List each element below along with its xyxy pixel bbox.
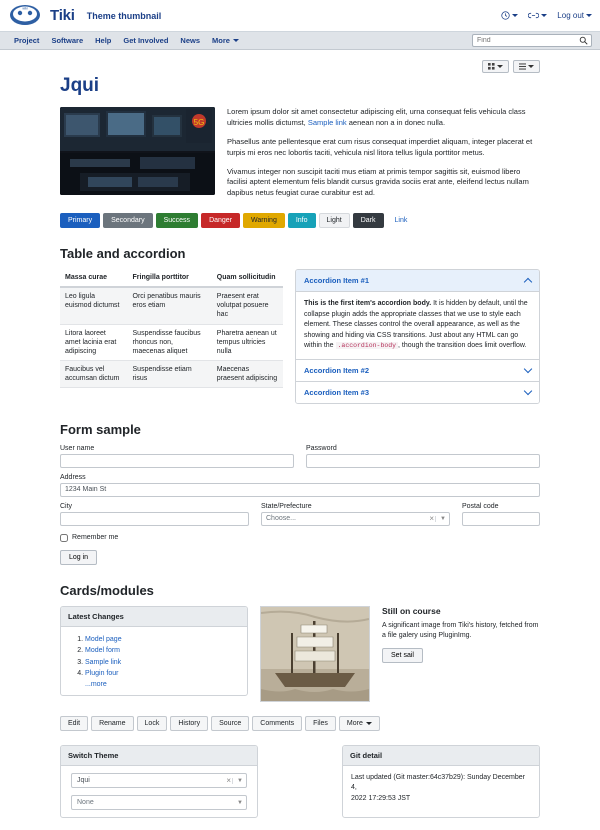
address-label: Address	[60, 473, 86, 481]
rename-button[interactable]: Rename	[91, 716, 133, 731]
form-row-credentials	[60, 445, 540, 468]
link-model-page[interactable]: Model page	[85, 635, 122, 643]
accordion-header-1[interactable]	[296, 270, 539, 292]
button-danger[interactable]: Danger	[201, 213, 240, 228]
git-line-1: Last updated (Git master:64c37b29): Sunday December 4,	[351, 773, 525, 792]
accordion-title: Accordion Item #3	[304, 387, 370, 397]
cell: Litora laoreet amet lacinia erat adipiscing	[60, 324, 128, 360]
accordion-title: Accordion Item #2	[304, 365, 370, 375]
section-heading-table: Table and accordion	[60, 246, 186, 262]
grid-view-button[interactable]	[482, 60, 509, 73]
chevron-down-icon	[541, 14, 547, 17]
username-label: User name	[60, 444, 95, 452]
search-box	[472, 34, 592, 47]
svg-text:wiki: wiki	[22, 6, 28, 10]
sample-link[interactable]: Sample link	[307, 117, 347, 127]
cell: Praesent erat volutpat posuere hac	[212, 287, 283, 324]
address-group	[60, 474, 540, 497]
table-row	[60, 360, 283, 387]
chevron-down-icon	[586, 14, 592, 17]
edit-button[interactable]: Edit	[60, 716, 88, 731]
city-input[interactable]	[60, 512, 249, 526]
accordion-body-strong: This is the first item's accordion body.	[304, 300, 432, 308]
cell: Pharetra aenean ut tempus ultricies nulla	[212, 324, 283, 360]
history-button[interactable]: History	[170, 716, 208, 731]
chevron-down-icon[interactable]: ▼	[435, 516, 446, 522]
brand-name[interactable]: Tiki	[50, 7, 75, 24]
latest-changes-body	[61, 627, 247, 695]
remember-me-checkbox[interactable]	[60, 534, 68, 542]
menu-label: Get Involved	[123, 36, 169, 45]
search-icon[interactable]	[579, 36, 588, 47]
files-button[interactable]: Files	[305, 716, 336, 731]
switch-theme-card	[60, 745, 258, 818]
table-row	[60, 324, 283, 360]
remember-me-row	[60, 534, 540, 542]
sample-table	[60, 269, 283, 388]
button-link[interactable]: Link	[394, 217, 408, 225]
button-dark[interactable]: Dark	[353, 213, 384, 228]
cell: Faucibus vel accumsan dictum	[60, 360, 128, 387]
hero-p1-a: Lorem ipsum dolor sit amet consectetur adipiscing elit, urna consequat felis vehicula class ultricies mollis dictumst,	[227, 107, 526, 127]
accordion-body-a: It is hidden by default, until the collapse plugin adds the appropriate classes that we use to style each element. These classes control the overall appearance, as well as the showing and hiding via CSS transitions. Just about any HTML can go within the	[304, 300, 528, 350]
link-model-form[interactable]: Model form	[85, 647, 121, 655]
button-primary[interactable]: Primary	[60, 213, 100, 228]
login-button[interactable]: Log in	[60, 550, 97, 565]
chevron-down-icon	[497, 65, 503, 68]
course-title: Still on course	[382, 605, 441, 616]
chevron-up-icon	[524, 277, 532, 285]
section-heading-cards: Cards/modules	[60, 582, 154, 598]
cards-row	[60, 606, 540, 702]
accordion-header-2[interactable]	[296, 360, 539, 382]
set-sail-button[interactable]: Set sail	[382, 648, 423, 663]
option-select-wrap	[71, 795, 247, 810]
hero-paragraph-1	[227, 107, 540, 129]
button-secondary[interactable]: Secondary	[103, 213, 152, 228]
course-image	[260, 606, 370, 702]
course-card	[382, 606, 540, 663]
menu-item-help[interactable]	[89, 33, 117, 48]
hero-section	[60, 107, 540, 207]
accordion-title: Accordion Item #1	[304, 276, 370, 286]
postal-group	[462, 503, 540, 526]
svg-text:5G: 5G	[193, 118, 205, 127]
course-text: A significant image from Tiki's history, fetched from a file galery using PluginImg.	[382, 621, 539, 639]
page-content	[0, 50, 600, 830]
table-row	[60, 287, 283, 324]
git-line-2: 2022 17:29:53 JST	[351, 794, 411, 802]
accordion-body-1	[296, 292, 539, 360]
cell: Suspendisse faucibus rhoncus non, maecenas aliquet	[128, 324, 212, 360]
postal-input[interactable]	[462, 512, 540, 526]
bottom-row	[60, 745, 540, 830]
col-header-0: Massa curae	[60, 269, 128, 287]
tiki-logo[interactable]	[8, 3, 42, 29]
clear-icon[interactable]: ×	[429, 513, 434, 523]
accordion-body-b: , though the transition does limit overflow.	[398, 342, 527, 350]
hero-p1-b: aenean non a in donec nulla.	[346, 117, 446, 127]
list-item[interactable]	[85, 657, 237, 669]
page-title: Jqui	[60, 75, 100, 96]
chevron-down-icon[interactable]: ▼	[237, 799, 243, 806]
menu-item-project[interactable]	[8, 33, 45, 48]
menu-item-news[interactable]	[174, 33, 206, 48]
top-bar	[0, 0, 600, 32]
chevron-down-icon	[528, 65, 534, 68]
link-plugin-four[interactable]: Plugin four	[85, 670, 119, 678]
button-success[interactable]: Success	[156, 213, 198, 228]
hero-paragraph-2: Phasellus ante pellentesque erat cum risus consequat imperdiet aliquam, integer placerat et turpis mi eros nec lobortis taciti, vehicula nisl litora tellus ligula porttitor metus.	[227, 136, 533, 157]
accordion-body-code: .accordion-body	[337, 342, 397, 350]
cell: Leo ligula euismod dictumst	[60, 287, 128, 324]
clock-icon[interactable]	[501, 11, 518, 20]
remember-me-label: Remember me	[72, 534, 119, 542]
more-label: More	[346, 719, 363, 727]
menu-item-software[interactable]	[45, 33, 89, 48]
option-select[interactable]: None	[71, 795, 247, 810]
chevron-down-icon	[524, 387, 532, 395]
form-row-city-state	[60, 503, 540, 526]
menu-label: Help	[95, 36, 112, 45]
latest-changes-title: Latest Changes	[61, 607, 247, 627]
username-input[interactable]	[60, 454, 294, 468]
section-heading-form: Form sample	[60, 421, 141, 437]
main-menu	[0, 32, 600, 50]
accordion-header-3[interactable]	[296, 382, 539, 403]
col-header-1: Fringilla porttitor	[128, 269, 212, 287]
hero-text	[227, 107, 540, 207]
address-input[interactable]	[60, 483, 540, 497]
city-group	[60, 503, 249, 526]
logout-button[interactable]	[557, 11, 592, 20]
username-group	[60, 445, 294, 468]
clear-icon[interactable]: ×	[226, 775, 231, 785]
password-group	[306, 445, 540, 468]
window-title: Theme thumbnail	[86, 10, 162, 21]
list-item[interactable]	[85, 645, 237, 657]
menu-label: Project	[14, 36, 40, 45]
city-label: City	[60, 502, 73, 510]
button-warning[interactable]: Warning	[243, 213, 285, 228]
link-icon[interactable]	[528, 11, 547, 20]
theme-select[interactable]: Jqui	[71, 773, 247, 788]
search-input[interactable]	[472, 34, 592, 47]
git-detail-body	[343, 766, 539, 812]
hero-image	[60, 107, 215, 195]
link-sample-link[interactable]: Sample link	[85, 658, 122, 666]
edit-toolbar	[60, 716, 540, 731]
more-link[interactable]: ...more	[85, 680, 107, 688]
logout-label: Log out	[557, 11, 584, 20]
lock-button[interactable]: Lock	[137, 716, 168, 731]
state-select-wrap	[261, 512, 450, 526]
state-select[interactable]: Choose...	[261, 512, 450, 526]
list-item[interactable]	[85, 634, 237, 646]
menu-label: News	[180, 36, 200, 45]
list-item[interactable]	[85, 668, 237, 680]
button-light[interactable]: Light	[319, 213, 350, 228]
chevron-down-icon[interactable]: ▼	[232, 778, 243, 784]
button-variants	[60, 213, 540, 228]
menu-item-more[interactable]	[206, 33, 245, 48]
chevron-down-icon	[524, 365, 532, 373]
password-label: Password	[306, 444, 337, 452]
switch-theme-title: Switch Theme	[61, 746, 257, 766]
hero-paragraph-3: Vivamus integer non suscipit taciti mus etiam at primis tempor sagittis sit, euismod libero facilisi aptent elementum felis blandit cursus gravida sociis erat ante, eleifend lectus nullam dapibus netus feugiat curae curabitur est ad.	[227, 166, 529, 198]
page-toolbar	[60, 60, 540, 73]
source-button[interactable]: Source	[211, 716, 249, 731]
form-row-address	[60, 474, 540, 497]
cell: Orci penatibus mauris eros etiam	[128, 287, 212, 324]
menu-label: More	[212, 36, 230, 45]
col-header-2: Quam sollicitudin	[212, 269, 283, 287]
menu-label: Software	[51, 36, 84, 45]
cell: Maecenas praesent adipiscing	[212, 360, 283, 387]
git-detail-title: Git detail	[343, 746, 539, 766]
comments-button[interactable]: Comments	[252, 716, 302, 731]
top-bar-actions	[501, 11, 592, 20]
menu-item-get-involved[interactable]	[117, 33, 174, 48]
chevron-down-icon	[366, 722, 372, 725]
latest-changes-list	[71, 634, 237, 680]
list-view-button[interactable]	[513, 60, 540, 73]
more-button[interactable]	[339, 716, 380, 731]
switch-theme-body	[61, 766, 257, 817]
cell: Suspendisse etiam risus	[128, 360, 212, 387]
git-detail-card	[342, 745, 540, 818]
accordion	[295, 269, 540, 404]
button-info[interactable]: Info	[288, 213, 316, 228]
latest-changes-card	[60, 606, 248, 696]
state-group	[261, 503, 450, 526]
table-accordion-row	[60, 269, 540, 404]
chevron-down-icon	[233, 39, 239, 42]
table-header-row	[60, 269, 283, 287]
postal-label: Postal code	[462, 502, 499, 510]
chevron-down-icon	[512, 14, 518, 17]
theme-select-wrap	[71, 773, 247, 788]
state-label: State/Prefecture	[261, 502, 312, 510]
password-input[interactable]	[306, 454, 540, 468]
